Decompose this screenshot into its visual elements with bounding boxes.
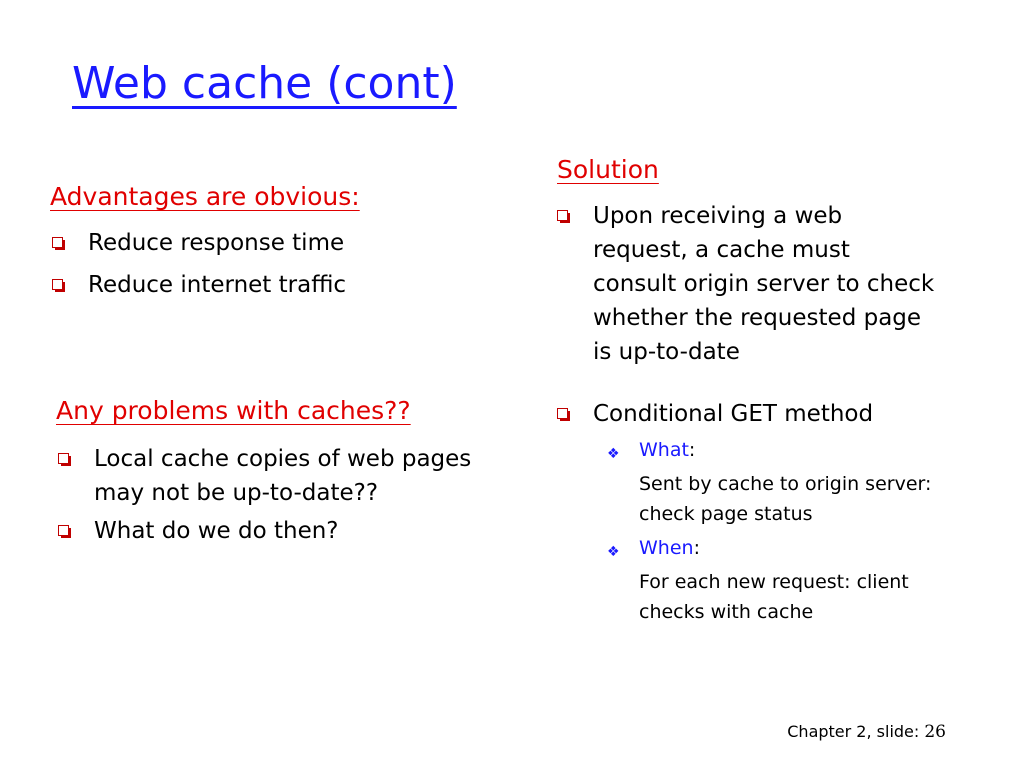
sub-label-colon: : [688,439,696,461]
list-item [50,226,490,260]
advantages-list [50,226,490,302]
sub-label-when: When [639,537,694,559]
sub-text-when: For each new request: client checks with cache [639,571,909,623]
get-method-sublist [555,437,935,627]
advantages-heading: Advantages are obvious: [50,182,360,211]
bullet-text: Local cache copies of web pages may not be up-to-date?? [94,446,472,506]
bullet-text: Upon receiving a web request, a cache must consult origin server to check whether the requested page is up-to-date [593,203,935,365]
list-item [555,199,935,369]
square-bullet-icon [557,408,571,422]
square-bullet-icon [58,453,72,467]
bullet-text: Conditional GET method [593,401,874,427]
square-bullet-icon [58,525,72,539]
problems-heading: Any problems with caches?? [56,396,411,425]
footer-label: Chapter 2, slide: [787,722,925,741]
solution-heading: Solution [557,155,659,184]
list-item [56,442,526,510]
sub-label-what: What [639,439,689,461]
sub-text-what: Sent by cache to origin server: check page status [639,473,932,525]
sub-list-item [555,535,935,627]
solution-list [555,199,935,627]
slide-footer [787,722,946,742]
slide-number: 26 [924,722,946,742]
square-bullet-icon [52,237,66,251]
list-item [555,397,935,627]
list-item [56,514,526,548]
diamond-bullet-icon: ❖ [607,446,620,462]
bullet-text: Reduce internet traffic [88,272,347,298]
list-item [50,268,490,302]
slide-title: Web cache (cont) [72,58,457,109]
sub-label-colon: : [693,537,700,559]
bullet-text: Reduce response time [88,230,345,256]
sub-list-item [555,437,935,529]
problems-list [56,442,526,548]
square-bullet-icon [557,210,571,224]
square-bullet-icon [52,279,66,293]
diamond-bullet-icon: ❖ [607,544,620,560]
bullet-text: What do we do then? [94,518,339,544]
